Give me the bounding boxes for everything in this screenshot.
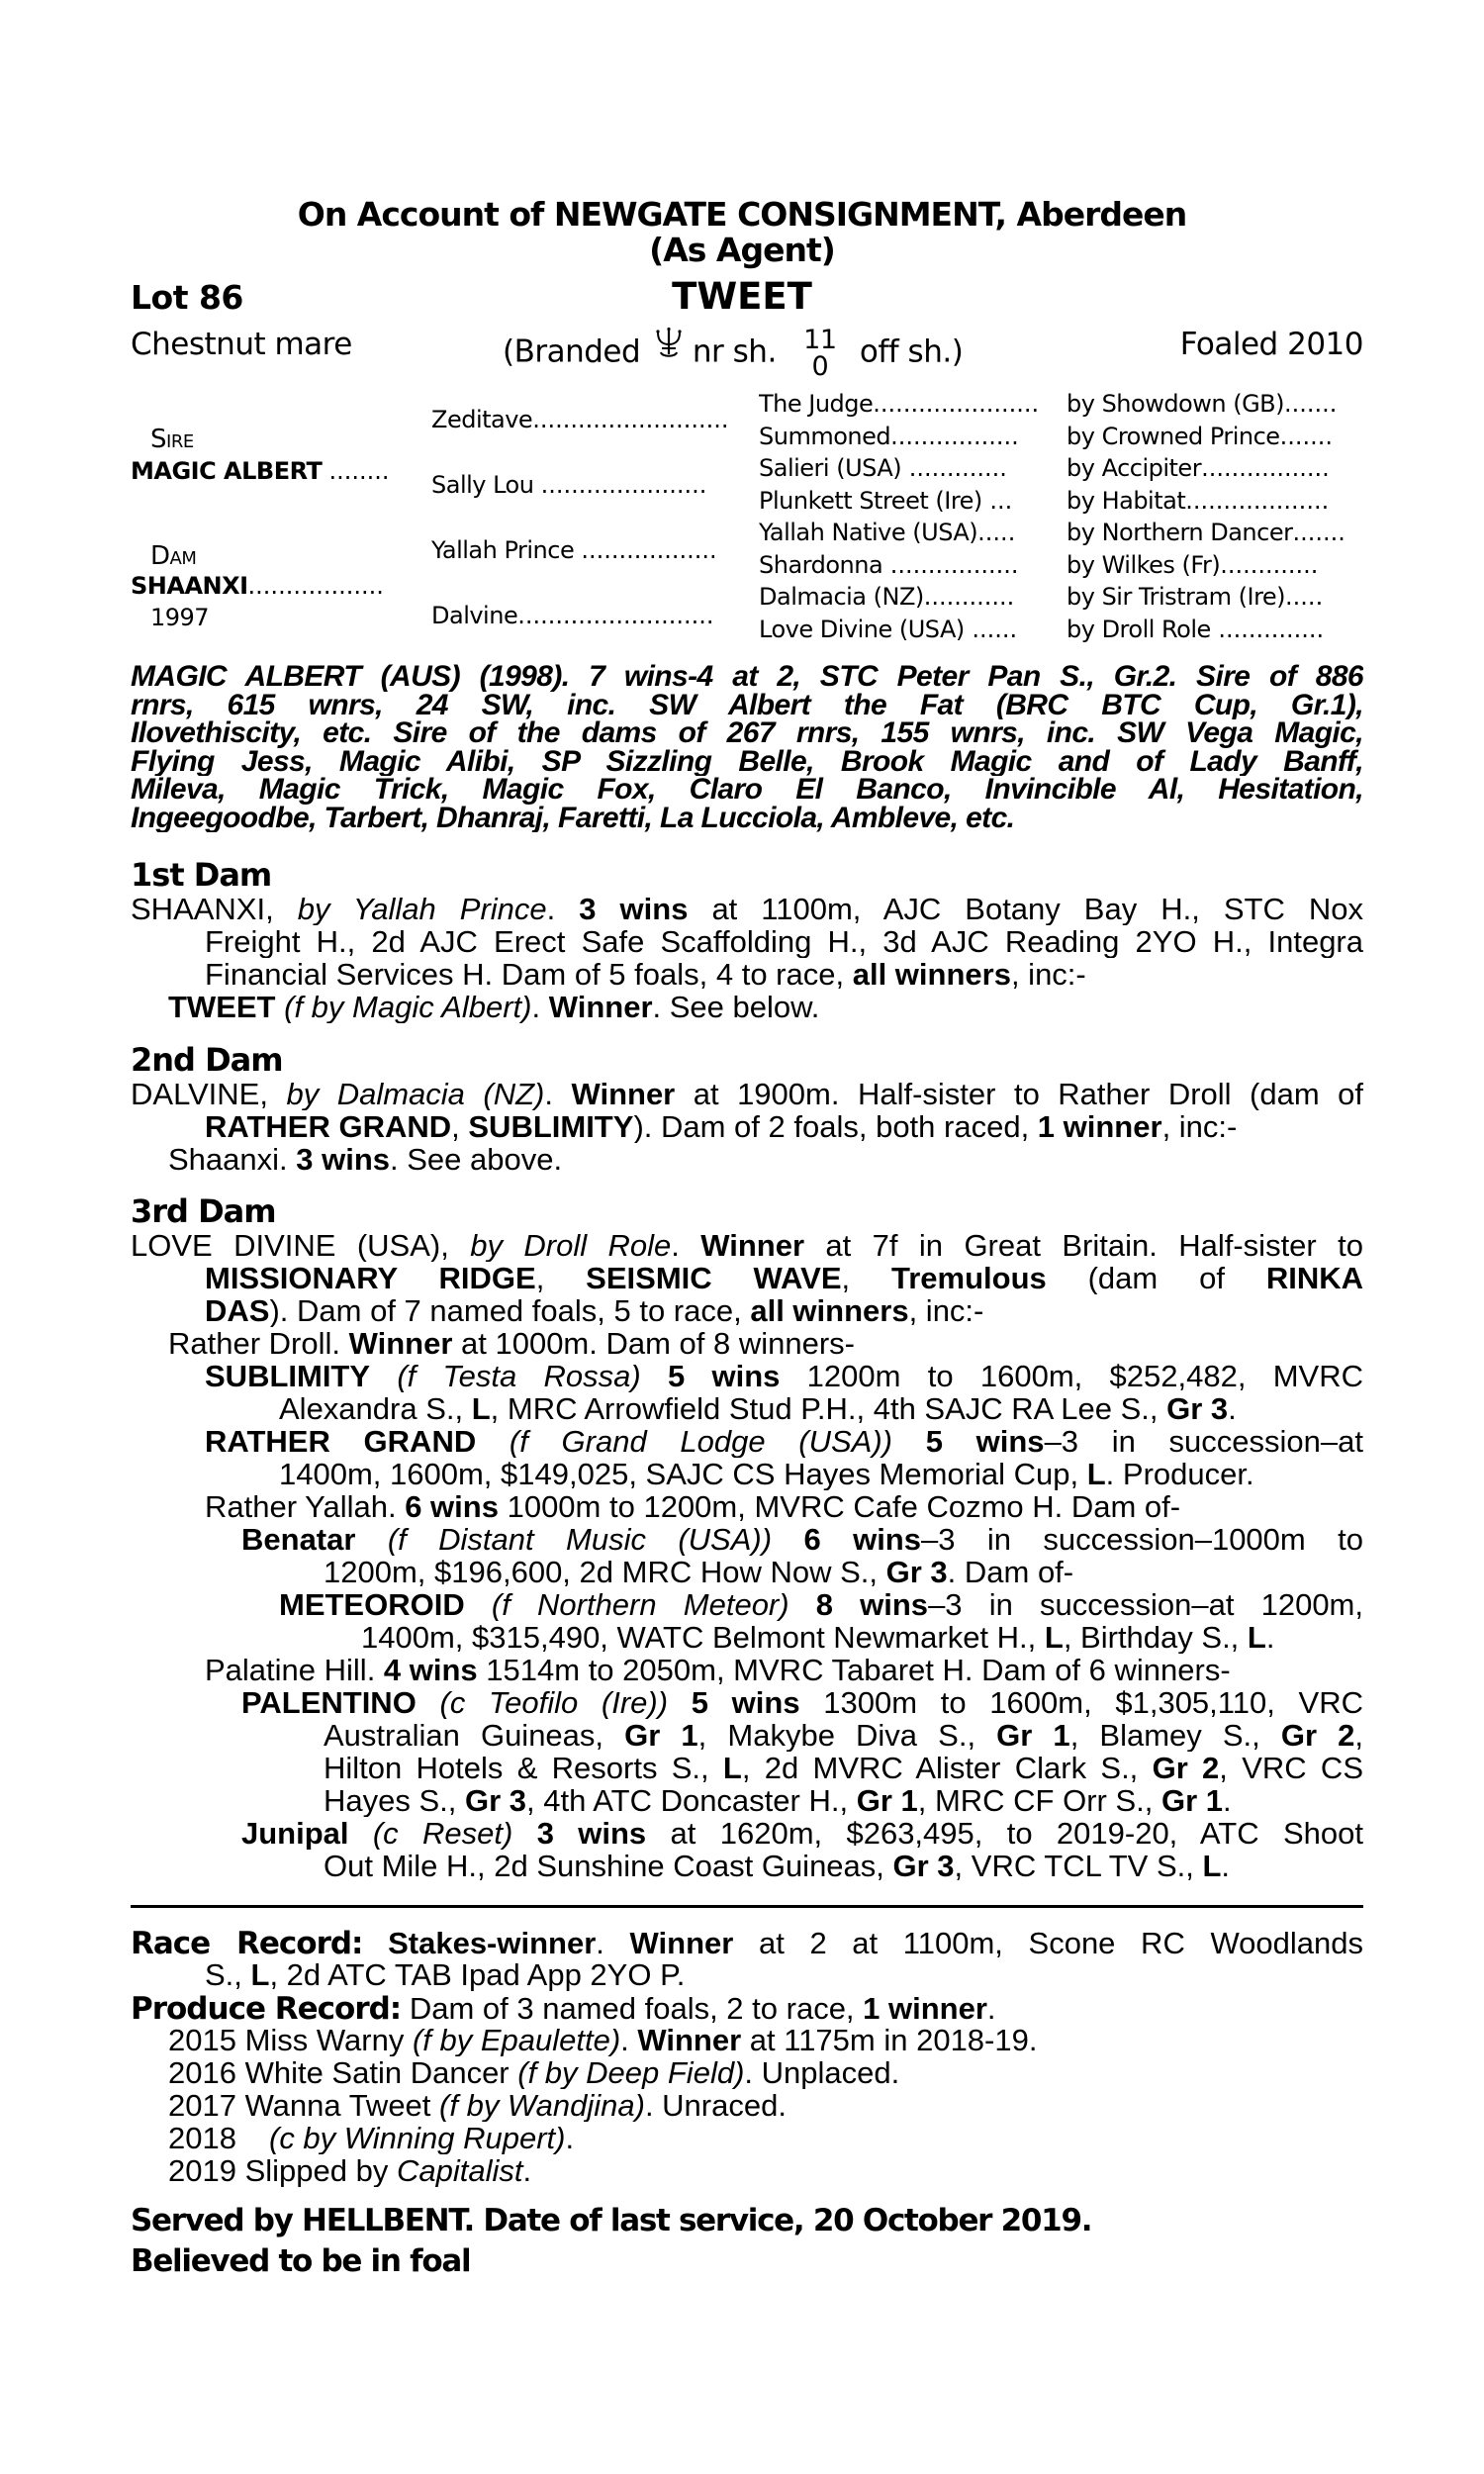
italic-text: (c Reset) (372, 1817, 513, 1850)
ancestor-dots: ...... (964, 615, 1018, 643)
text-run: , (535, 1262, 587, 1294)
records-section (131, 1926, 1363, 2187)
italic-text: (f Testa Rossa) (397, 1360, 641, 1392)
sire-summary-line: Flying Jess, Magic Alibi, SP Sizzling Belle, Brook Magic and of Lady Banff, (131, 747, 1363, 776)
ancestor-sire (1067, 485, 1363, 517)
ancestor-dots: ............. (901, 454, 1007, 482)
bold-text: PALENTINO (241, 1686, 417, 1719)
first-dam-line: Freight H., 2d AJC Erect Safe Scaffolding H., 3d AJC Reading 2YO H., Integra (205, 925, 1363, 958)
race-record-text (362, 1926, 1363, 1958)
text-run: . Unraced. (644, 2089, 787, 2122)
text-run: ). Dam of 7 named foals, 5 to race, (269, 1294, 751, 1327)
third-dam-descendant-cont (131, 1392, 1363, 1425)
granddam-maternal (431, 600, 740, 631)
bold-text: SUBLIMITY (468, 1110, 634, 1143)
first-dam-line (131, 893, 1363, 925)
third-dam-descendant (131, 1425, 1363, 1458)
text-run: 2016 White Satin Dancer (168, 2056, 518, 2089)
service-statement: Served by HELLBENT. Date of last service, 20 October 2019. (131, 2203, 1092, 2238)
ancestor-name: Summoned (759, 422, 891, 450)
third-dam-descendant-cont (131, 1850, 1363, 1882)
text-run: , inc:- (908, 1294, 984, 1327)
text-run (512, 1817, 536, 1850)
ancestor-dots: ....... (1279, 422, 1333, 450)
ancestor-dots: ...................... (873, 390, 1040, 418)
bold-text: DAS (205, 1294, 270, 1327)
bold-text: 4 wins (383, 1654, 478, 1686)
text-run: 1514m to 2050m, MVRC Tabaret H. Dam of 6 winners- (477, 1654, 1231, 1686)
text-run: 1000m to 1200m, MVRC Cafe Cozmo H. Dam of- (498, 1490, 1181, 1523)
text-run: . (671, 1229, 701, 1262)
text-run: 2017 Wanna Tweet (168, 2089, 440, 2122)
sire-dots: ........ (328, 457, 390, 485)
text-run: Rather Droll. (168, 1327, 349, 1360)
text-run: , Blamey S., (1069, 1719, 1281, 1752)
bold-text: TWEET (168, 991, 276, 1023)
bold-text: Gr 3 (892, 1850, 955, 1882)
text-run (789, 1588, 816, 1621)
bold-text: Winner (637, 2024, 742, 2056)
ancestor-dots: ............ (923, 583, 1015, 611)
third-dam-descendant-cont (131, 1752, 1363, 1784)
ancestor-name: Yallah Native (USA) (759, 519, 978, 546)
text-run: . (620, 2024, 638, 2056)
bold-text: Winner (548, 991, 653, 1023)
bold-text: MISSIONARY RIDGE (205, 1262, 536, 1294)
bold-text: 1 winner (863, 1991, 987, 2024)
text-run: . (522, 2154, 532, 2187)
text-run: 2019 Slipped by (168, 2154, 397, 2187)
text-run: , inc:- (1161, 1110, 1238, 1143)
ancestor-sire (1067, 421, 1363, 452)
bold-text: 8 wins (815, 1588, 929, 1621)
text-run: –3 in succession–at (1044, 1425, 1363, 1458)
sire-summary-line: Ilovethiscity, etc. Sire of the dams of 267 rnrs, 155 wnrs, inc. SW Vega Magic, (131, 719, 1363, 748)
granddam-paternal (431, 469, 740, 501)
horse-name: TWEET (672, 275, 812, 318)
second-dam-heading: 2nd Dam (131, 1041, 283, 1079)
third-dam-descendant-cont (131, 1719, 1363, 1752)
sire-summary-line: Ingeegoodbe, Tarbert, Dhanraj, Faretti, La Lucciola, Ambleve, etc. (131, 804, 1015, 832)
text-run: at 1900m. Half-sister to Rather Droll (dam of (675, 1078, 1363, 1110)
ancestor-name: Plunkett Street (Ire) (759, 486, 982, 515)
text-run: S., (205, 1958, 251, 1991)
text-run (641, 1360, 668, 1392)
third-dam-descendant (131, 1654, 1363, 1686)
ancestor-sire-name: by Northern Dancer (1067, 519, 1293, 546)
text-run: Hilton Hotels & Resorts S., (324, 1752, 723, 1784)
bold-text: Winner (700, 1229, 805, 1262)
third-dam-line (131, 1262, 1363, 1294)
third-dam-line (131, 1294, 1363, 1327)
bold-text: L (722, 1752, 742, 1784)
third-dam-descendant (131, 1588, 1363, 1621)
text-run: Dam of 3 named foals, 2 to race, (401, 1991, 864, 2024)
second-dam-section (131, 1042, 1363, 1176)
text-run: Rather Yallah. (205, 1490, 406, 1523)
text-run: Palatine Hill. (205, 1654, 384, 1686)
text-run: ). Dam of 2 foals, both raced, (633, 1110, 1038, 1143)
bold-text: 6 wins (803, 1523, 921, 1556)
dam-year: 1997 (150, 604, 210, 631)
text-run: Financial Services H. Dam of 5 foals, 4 to race, (205, 958, 853, 991)
ancestor-name: Yallah Prince (431, 536, 575, 564)
bold-text: 1 winner (1037, 1110, 1162, 1143)
produce-record-summary (401, 1991, 995, 2024)
text-run: . (546, 893, 580, 925)
ancestor-sire (1067, 388, 1363, 420)
text-run: –3 in succession–at 1200m, (928, 1588, 1363, 1621)
third-dam-descendant (131, 1817, 1363, 1850)
race-record-line (131, 1926, 1363, 1958)
great-grandparent (759, 517, 1056, 548)
horse-description: Chestnut mare (131, 327, 352, 362)
italic-text: (f Grand Lodge (USA)) (509, 1425, 893, 1458)
bold-text: Gr 3 (1166, 1392, 1229, 1425)
bold-text: Gr 1 (856, 1784, 918, 1817)
ancestor-sire-name: by Droll Role (1067, 615, 1211, 643)
text-run: . Producer. (1105, 1458, 1254, 1490)
text-run (276, 991, 285, 1023)
text-run: , MRC CF Orr S., (917, 1784, 1161, 1817)
bold-text: 6 wins (405, 1490, 499, 1523)
produce-item (131, 2056, 1363, 2089)
brand-off-side: off sh.) (859, 333, 964, 370)
bold-text: 3 wins (296, 1143, 391, 1176)
ancestor-dots: .......................... (532, 406, 729, 433)
text-run: Hayes S., (324, 1784, 465, 1817)
text-run (362, 1926, 388, 1958)
sire-summary-line: Mileva, Magic Trick, Magic Fox, Claro El Banco, Invincible Al, Hesitation, (131, 776, 1363, 805)
ancestor-dots: ............. (1220, 550, 1319, 579)
third-dam-section (131, 1193, 1363, 1882)
bold-text: 5 wins (925, 1425, 1045, 1458)
ancestor-sire-name: by Accipiter (1067, 454, 1202, 482)
text-run: . (1223, 1784, 1232, 1817)
text-run: 1200m to 1600m, $252,482, MVRC (780, 1360, 1363, 1392)
brand-prefix: (Branded (503, 333, 641, 370)
bold-text: Gr 1 (624, 1719, 698, 1752)
text-run: (dam of (1046, 1262, 1266, 1294)
second-dam-line (131, 1110, 1363, 1143)
text-run: . Dam of- (947, 1556, 1074, 1588)
text-run: at 1175m in 2018-19. (741, 2024, 1038, 2056)
text-run: , inc:- (1010, 958, 1086, 991)
first-dam-line (131, 958, 1363, 991)
ancestor-dots: .......................... (517, 602, 714, 629)
text-run: Shaanxi. (168, 1143, 297, 1176)
first-dam-section (131, 857, 1363, 1023)
ancestor-dots: .................. (581, 536, 717, 564)
dam-label: Dam (150, 541, 197, 571)
sire-summary-line: rnrs, 615 wnrs, 24 SW, inc. SW Albert the Fat (BRC BTC Cup, Gr.1), (131, 691, 1363, 719)
ancestor-sire-name: by Crowned Prince (1067, 422, 1280, 450)
produce-record-label: Produce Record: (131, 1991, 402, 2024)
text-run: , VRC TCL TV S., (954, 1850, 1203, 1882)
bold-text: Gr 2 (1152, 1752, 1220, 1784)
bold-text: 5 wins (667, 1360, 781, 1392)
text-run: Out Mile H., 2d Sunshine Coast Guineas, (324, 1850, 893, 1882)
bold-text: Tremulous (890, 1262, 1047, 1294)
italic-text: by Dalmacia (NZ) (286, 1078, 545, 1110)
text-run (892, 1425, 926, 1458)
bold-text: L (1247, 1621, 1266, 1654)
italic-text: (f Northern Meteor) (491, 1588, 789, 1621)
text-run: LOVE DIVINE (USA), (131, 1229, 471, 1262)
ancestor-dots: ....... (1292, 519, 1345, 546)
bold-text: Gr 3 (885, 1556, 948, 1588)
consignor-heading: On Account of NEWGATE CONSIGNMENT, Aberdeen (297, 195, 1187, 234)
bold-text: Winner (629, 1926, 734, 1958)
ancestor-name: Love Divine (USA) (759, 615, 965, 643)
ancestor-name: Salieri (USA) (759, 454, 902, 482)
ancestor-dots: ................. (890, 422, 1019, 450)
text-run: . (1221, 1850, 1231, 1882)
first-dam-progeny (131, 991, 1363, 1023)
text-run: , (841, 1262, 891, 1294)
pedigree-table (0, 0, 1484, 663)
ancestor-sire-name: by Showdown (GB) (1067, 390, 1284, 418)
dam-dots: .................. (247, 572, 384, 600)
text-run: 1200m, $196,600, 2d MRC How Now S., (324, 1556, 886, 1588)
ancestor-sire-name: by Sir Tristram (Ire) (1067, 583, 1286, 611)
bold-text: 5 wins (691, 1686, 800, 1719)
ancestor-name: The Judge (759, 390, 874, 418)
ancestor-dots: ................. (1201, 454, 1330, 482)
text-run: SHAANXI, (131, 893, 298, 925)
bold-text: SEISMIC WAVE (586, 1262, 842, 1294)
text-run: at 1620m, $263,495, to 2019-20, ATC Shoot (646, 1817, 1363, 1850)
text-run (476, 1425, 510, 1458)
italic-text: (f by Epaulette) (412, 2024, 621, 2056)
ancestor-dots: ...................... (540, 471, 707, 499)
text-run (370, 1360, 397, 1392)
text-run: at 1100m, AJC Botany Bay H., STC Nox (688, 893, 1363, 925)
bold-text: METEOROID (279, 1588, 465, 1621)
text-run: –3 in succession–1000m to (920, 1523, 1363, 1556)
produce-pedigree: (c by Winning Rupert) (269, 2122, 566, 2154)
second-dam-line (131, 1078, 1363, 1110)
race-record-line (131, 1958, 1363, 1991)
ancestor-sire-name: by Habitat (1067, 486, 1186, 515)
bold-text: L (471, 1392, 491, 1425)
third-dam-descendant-cont (131, 1458, 1363, 1490)
ancestor-name: Zeditave (431, 406, 533, 433)
text-run (355, 1523, 387, 1556)
text-run: 1400m, 1600m, $149,025, SAJC CS Hayes Memorial Cup, (279, 1458, 1087, 1490)
great-grandparent (759, 452, 1056, 484)
text-run: , 2d MVRC Alister Clark S., (741, 1752, 1153, 1784)
bold-text: all winners (750, 1294, 909, 1327)
text-run: . Unplaced. (744, 2056, 900, 2089)
ancestor-dots: ....... (1284, 390, 1338, 418)
foal-status: Believed to be in foal (131, 2243, 471, 2279)
text-run: , Makybe Diva S., (697, 1719, 997, 1752)
italic-text: (f by Wandjina) (439, 2089, 645, 2122)
sire-summary-line: MAGIC ALBERT (AUS) (1998). 7 wins-4 at 2, STC Peter Pan S., Gr.2. Sire of 886 (131, 663, 1363, 692)
text-run: . (596, 1926, 630, 1958)
brand-number-top: 11 (803, 325, 837, 355)
bold-text: Benatar (241, 1523, 356, 1556)
produce-item (131, 2154, 1363, 2187)
text-run: , 2d ATC TAB Ipad App 2YO P. (269, 1958, 686, 1991)
third-dam-descendant (131, 1686, 1363, 1719)
great-grandparent (759, 581, 1056, 613)
text-run: . See above. (390, 1143, 563, 1176)
grandsire-paternal (431, 404, 740, 435)
text-run (349, 1817, 373, 1850)
text-run: . See below. (652, 991, 820, 1023)
third-dam-progeny (131, 1327, 1363, 1360)
brand-number-bottom: 0 (811, 351, 829, 382)
third-dam-descendant (131, 1523, 1363, 1556)
first-dam-heading: 1st Dam (131, 856, 272, 894)
ancestor-dots: ................... (1185, 486, 1330, 515)
bold-text: L (1086, 1458, 1106, 1490)
agent-subheading: (As Agent) (649, 231, 835, 269)
italic-text: by Droll Role (470, 1229, 672, 1262)
bold-text: Gr 1 (1161, 1784, 1224, 1817)
ancestor-dots: ..... (1285, 583, 1324, 611)
bold-text: RATHER GRAND (205, 1110, 452, 1143)
text-run: , VRC CS (1219, 1752, 1363, 1784)
ancestor-sire (1067, 549, 1363, 581)
great-grandparent (759, 549, 1056, 581)
third-dam-descendant (131, 1360, 1363, 1392)
bold-text: 3 wins (536, 1817, 647, 1850)
great-grandparent (759, 388, 1056, 420)
text-run: . (531, 991, 549, 1023)
grandsire-maternal (431, 534, 740, 566)
text-run: . (544, 1078, 572, 1110)
lot-number: Lot 86 (131, 278, 243, 317)
text-run: at 2 at 1100m, Scone RC Woodlands (733, 1926, 1363, 1958)
ancestor-dots: .............. (1210, 615, 1325, 643)
text-run: 1300m to 1600m, $1,305,110, VRC (799, 1686, 1363, 1719)
text-run: at 7f in Great Britain. Half-sister to (804, 1229, 1363, 1262)
text-run: , MRC Arrowfield Stud P.H., 4th SAJC RA Lee S., (490, 1392, 1167, 1425)
bold-text: 3 wins (579, 893, 689, 925)
produce-item (131, 2089, 1363, 2122)
third-dam-line (131, 1229, 1363, 1262)
foaled-year: Foaled 2010 (1179, 327, 1363, 362)
ancestor-dots: ..... (977, 519, 1016, 546)
sire-entry (131, 455, 413, 487)
section-divider (131, 1905, 1363, 1908)
bold-text: SUBLIMITY (205, 1360, 371, 1392)
bold-text: L (250, 1958, 270, 1991)
bold-text: Gr 3 (465, 1784, 527, 1817)
text-run (417, 1686, 440, 1719)
bold-text: L (1044, 1621, 1064, 1654)
second-dam-progeny (131, 1143, 1363, 1176)
produce-item (131, 2024, 1363, 2056)
sire-name: MAGIC ALBERT (131, 457, 323, 485)
produce-year: 2018 (168, 2122, 236, 2154)
bold-text: Winner (571, 1078, 676, 1110)
text-run: . (1228, 1392, 1237, 1425)
text-run: . (1265, 1621, 1275, 1654)
dam-entry (131, 570, 413, 602)
text-run: DALVINE, (131, 1078, 287, 1110)
sire-label: Sire (150, 425, 194, 454)
bold-text: L (1202, 1850, 1222, 1882)
great-grandparent (759, 614, 1056, 645)
ancestor-sire (1067, 452, 1363, 484)
brand-near-side: nr sh. (692, 333, 777, 370)
ancestor-sire (1067, 614, 1363, 645)
text-run: , (451, 1110, 469, 1143)
italic-text: Capitalist (396, 2154, 523, 2187)
bold-text: Gr 1 (996, 1719, 1070, 1752)
ancestor-dots: ................. (882, 550, 1019, 579)
third-dam-descendant-cont (131, 1556, 1363, 1588)
ancestor-name: Shardonna (759, 550, 883, 579)
italic-text: (f by Deep Field) (517, 2056, 745, 2089)
italic-text: (f Distant Music (USA)) (387, 1523, 773, 1556)
produce-item (131, 2122, 1363, 2154)
sire-summary (131, 663, 1363, 832)
produce-record-line (131, 1991, 1363, 2024)
text-run: , (1354, 1719, 1363, 1752)
ancestor-sire (1067, 517, 1363, 548)
bold-text: Gr 2 (1280, 1719, 1355, 1752)
produce-note: . (565, 2122, 575, 2154)
text-run (668, 1686, 692, 1719)
text-run (772, 1523, 803, 1556)
third-dam-descendant-cont (131, 1784, 1363, 1817)
bold-text: Winner (348, 1327, 453, 1360)
text-run: Alexandra S., (279, 1392, 472, 1425)
ancestor-sire-name: by Wilkes (Fr) (1067, 550, 1221, 579)
text-run: , 4th ATC Doncaster H., (526, 1784, 857, 1817)
italic-text: (f by Magic Albert) (284, 991, 532, 1023)
bold-text: RINKA (1265, 1262, 1363, 1294)
race-record-label: Race Record: (131, 1926, 363, 1958)
dam-name: SHAANXI (131, 572, 248, 600)
text-run: 2015 Miss Warny (168, 2024, 413, 2056)
ancestor-name: Dalmacia (NZ) (759, 583, 924, 611)
third-dam-descendant (131, 1490, 1363, 1523)
text-run: , Birthday S., (1063, 1621, 1248, 1654)
text-run: 1400m, $315,490, WATC Belmont Newmarket H., (361, 1621, 1045, 1654)
ancestor-sire (1067, 581, 1363, 613)
third-dam-descendant-cont (131, 1621, 1363, 1654)
ancestor-name: Sally Lou (431, 471, 534, 499)
third-dam-heading: 3rd Dam (131, 1192, 276, 1230)
text-run: . (986, 1991, 996, 2024)
bold-text: Junipal (241, 1817, 349, 1850)
great-grandparent (759, 421, 1056, 452)
text-run: Australian Guineas, (324, 1719, 625, 1752)
text-run (465, 1588, 492, 1621)
bold-text: all winners (852, 958, 1011, 991)
bold-text: Stakes-winner (388, 1926, 597, 1958)
ancestor-name: Dalvine (431, 602, 518, 629)
ancestor-dots: ... (981, 486, 1013, 515)
bold-text: RATHER GRAND (205, 1425, 477, 1458)
text-run: at 1000m. Dam of 8 winners- (452, 1327, 856, 1360)
great-grandparent (759, 485, 1056, 517)
italic-text: by Yallah Prince (297, 893, 547, 925)
italic-text: (c Teofilo (Ire)) (439, 1686, 669, 1719)
